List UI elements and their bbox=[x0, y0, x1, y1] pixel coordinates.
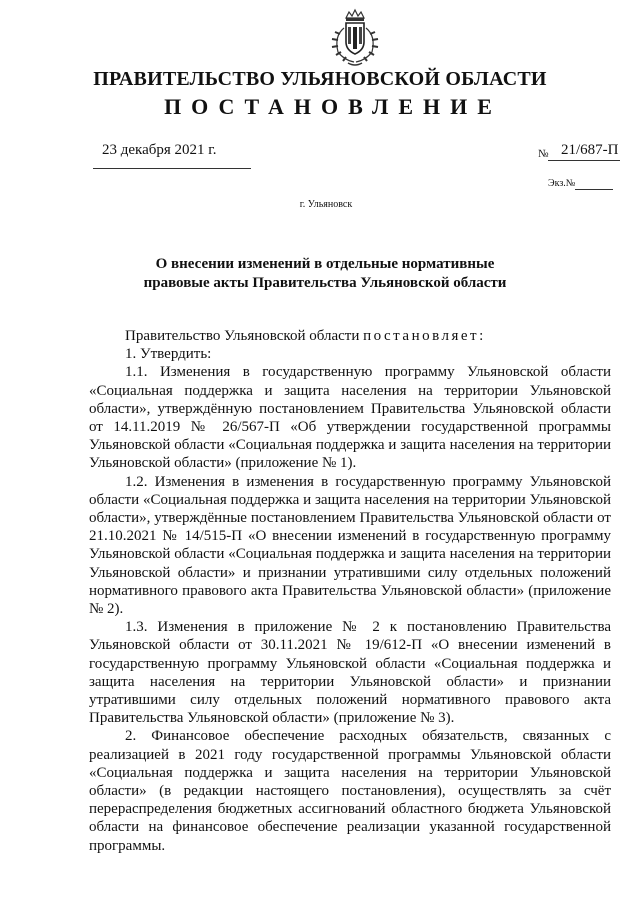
heading-line-1: О внесении изменений в отдельные нормативные bbox=[155, 256, 495, 272]
paragraph-1-1: 1.1. Изменения в государственную программу Ульяновской области «Социальная поддержка и защита населения на территории Ульяновской области», утверждённую постановлением Правительства Ульяновской области от 14.11.2019 № 26/567-П «Об утверждении государственной программы Ульяновской области «Социальная поддержка и защита населения на территории Ульяновской области» (приложение № 1). bbox=[89, 364, 611, 472]
number-underline bbox=[548, 160, 620, 161]
paragraph-2: 2. Финансовое обеспечение расходных обязательств, связанных с реализацией в 2021 году государственной программы Ульяновской области «Социальная поддержка и защита населения на территории Ульяновской области» (в редакции настоящего постановления), осуществлять за счёт перераспределения бюджетных ассигнований областного бюджета Ульяновской области на финансовое обеспечение реализации указанной государственной программы. bbox=[89, 728, 611, 854]
intro-paragraph bbox=[89, 327, 611, 345]
number-sign: № bbox=[538, 148, 549, 160]
intro-prefix: Правительство Ульяновской области bbox=[125, 328, 360, 344]
paragraph-1-2: 1.2. Изменения в изменения в государственную программу Ульяновской области «Социальная поддержка и защита населения на территории Ульяновской области», утверждённые постановлением Правительства Ульяновской области от 21.10.2021 № 14/515-П «О внесении изменений в государственную программу Ульяновской области «Социальная поддержка и защита населения на территории Ульяновской области» и признании утратившими силу отдельных положений нормативного правового акта Правительства Ульяновской области» (приложение № 2). bbox=[89, 473, 611, 618]
paragraph-1: 1. Утвердить: bbox=[125, 346, 212, 363]
copy-number-underline bbox=[575, 189, 613, 190]
heading-line-2: правовые акты Правительства Ульяновской области bbox=[143, 275, 507, 291]
copy-number-label: Экз.№ bbox=[548, 178, 576, 189]
document-number: 21/687-П bbox=[561, 142, 619, 158]
city-label: г. Ульяновск bbox=[299, 199, 353, 210]
document-body bbox=[89, 327, 611, 855]
ulyanovsk-coat-of-arms-icon bbox=[324, 8, 386, 70]
government-title: ПРАВИТЕЛЬСТВО УЛЬЯНОВСКОЙ ОБЛАСТИ bbox=[93, 68, 547, 90]
document-date: 23 декабря 2021 г. bbox=[102, 142, 217, 158]
document-type-title: ПОСТАНОВЛЕНИЕ bbox=[164, 94, 502, 119]
paragraph-1-3: 1.3. Изменения в приложение № 2 к постановлению Правительства Ульяновской области от 30.11.2021 № 19/612-П «О внесении изменений в государственную программу Ульяновской области «Социальная поддержка и защита населения на территории Ульяновской области» и признании утратившими силу отдельных положений нормативного правового акта Правительства Ульяновской области» (приложение № 3). bbox=[89, 619, 611, 727]
document-heading bbox=[90, 255, 560, 293]
date-underline bbox=[93, 168, 251, 169]
intro-decree-word: постановляет: bbox=[363, 328, 486, 344]
